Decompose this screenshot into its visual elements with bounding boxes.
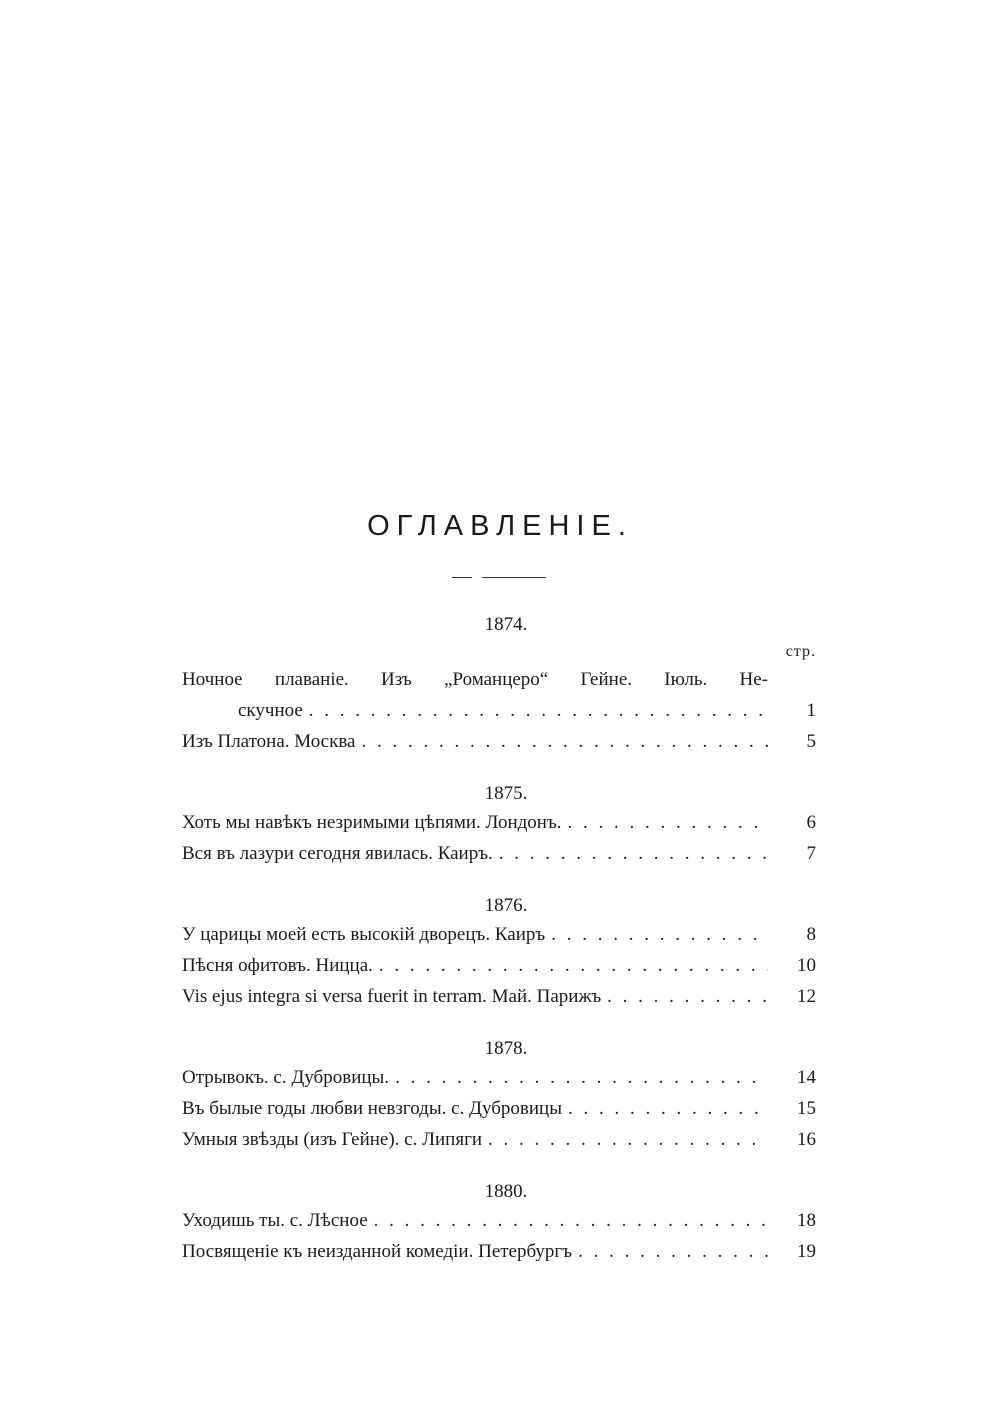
toc-entry-title: Въ былые годы любви невзгоды. с. Дубровицы [182,1098,562,1119]
toc-entry-page: 16 [797,1129,816,1150]
toc-entry-title: У царицы моей есть высокій дворецъ. Каиръ [182,924,546,945]
toc-section-1878 [182,1036,816,1155]
leader-dots [562,1093,768,1124]
toc-entry-title: Изъ Платона. Москва [182,731,356,752]
section-year: 1876. [484,895,528,916]
leader-dots [389,1062,768,1093]
toc-entry [182,838,816,869]
toc-entry [182,726,816,757]
toc-section-1880 [182,1179,816,1267]
toc-entry [182,1062,816,1093]
leader-dots [493,838,768,869]
toc-entry-title: Пѣсня офитовъ. Ницца. [182,955,373,976]
toc-entry-page: 6 [806,812,816,833]
toc-entry-page: 10 [797,955,816,976]
toc-entry [182,1093,816,1124]
toc-entry [182,1205,816,1236]
leader-dots [368,1205,768,1236]
toc-entry-page: 7 [806,843,816,864]
toc-entry [182,807,816,838]
toc-entry-page: 1 [806,700,816,721]
leader-dots [373,950,768,981]
toc-entry-page: 5 [806,731,816,752]
toc-entry-page: 15 [797,1098,816,1119]
leader-dots [303,695,768,726]
toc-entry [182,950,816,981]
leader-dots [562,807,768,838]
toc-entry-first-line: Ночное плаваніе. Изъ „Романцеро“ Гейне. Іюль. Не- [182,669,768,690]
toc-entry-title: Вся въ лазури сегодня явилась. Каиръ. [182,843,493,864]
page-column-label: стр. [785,643,816,660]
toc-entry-title: Хоть мы навѣкъ незримыми цѣпями. Лондонъ. [182,812,562,833]
section-year: 1880. [484,1181,528,1202]
section-year: 1874. [484,614,528,635]
toc-entry [182,1124,816,1155]
toc-entry-page: 12 [797,986,816,1007]
section-year: 1875. [484,783,528,804]
table-of-contents [182,612,816,1291]
leader-dots [482,1124,768,1155]
toc-section-1874 [182,612,816,757]
title-divider [452,577,546,578]
toc-entry-page: 19 [797,1241,816,1262]
section-year: 1878. [484,1038,528,1059]
toc-entry [182,1236,816,1267]
page-title: ОГЛАВЛЕНІЕ. [367,510,633,542]
toc-entry-title: скучное [238,700,303,721]
toc-entry-title: Vis ejus integra si versa fuerit in terram. Май. Парижъ [182,986,602,1007]
toc-entry-title: Посвященіе къ неизданной комедіи. Петербургъ [182,1241,573,1262]
leader-dots [601,981,768,1012]
toc-section-1876 [182,893,816,1012]
leader-dots [545,919,768,950]
toc-entry-title: Уходишь ты. с. Лѣсное [182,1210,368,1231]
toc-entry-page: 14 [797,1067,816,1088]
toc-entry [182,919,816,950]
toc-entry-page: 8 [806,924,816,945]
toc-entry-page: 18 [797,1210,816,1231]
toc-entry-title: Отрывокъ. с. Дубровицы. [182,1067,390,1088]
toc-entry-title: Умныя звѣзды (изъ Гейне). с. Липяги [182,1129,483,1150]
toc-section-1875 [182,781,816,869]
leader-dots [572,1236,768,1267]
leader-dots [356,726,769,757]
toc-entry [182,664,816,726]
toc-entry [182,981,816,1012]
